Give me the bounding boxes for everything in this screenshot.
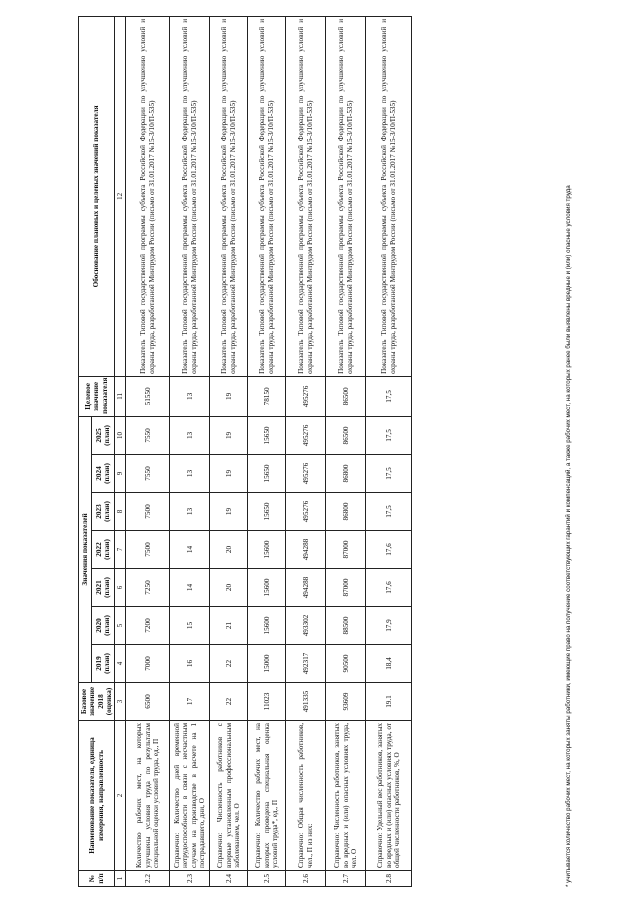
row-year-cell: 13 <box>170 455 210 493</box>
row-name-cell: Справочно: Количество рабочих мест, на которых проведена специальная оценка условий труда*, ед., П <box>248 721 286 871</box>
row-target-cell: 495276 <box>286 376 326 416</box>
row-base-cell: 19.1 <box>366 683 412 721</box>
row-year-cell: 495276 <box>286 455 326 493</box>
row-basis-cell: Показатель Типовой государственной программы субъекта Российской Федерации по улучшению условий и охраны труда, разработанной Минтрудом России (письмо от 31.01.2017 №15-3/10/П-535) <box>248 16 286 376</box>
row-year-cell: 86800 <box>326 493 366 531</box>
row-year-cell: 19 <box>210 455 248 493</box>
row-name-cell: Справочно: Численность работников с впервые установленным профессиональным заболеванием, чел. О <box>210 721 248 871</box>
col-basis-header: Обоснование плановых и целевых значений показателя <box>79 16 115 376</box>
col-base-header: Базовое значение 2018 (оценка) <box>79 683 115 721</box>
row-base-cell: 11023 <box>248 683 286 721</box>
col-num-header: № п/п <box>79 871 115 887</box>
index-cell: 10 <box>115 416 126 454</box>
index-cell: 2 <box>115 721 126 871</box>
row-year-cell: 88500 <box>326 607 366 645</box>
row-year-cell: 15000 <box>248 645 286 683</box>
row-year-cell: 15600 <box>248 569 286 607</box>
row-year-cell: 15600 <box>248 531 286 569</box>
index-cell: 3 <box>115 683 126 721</box>
row-year-cell: 17,9 <box>366 607 412 645</box>
row-num-cell: 2.5 <box>248 871 286 887</box>
footnote: * учитывается количество рабочих мест, на которых заняты работники, имеющие право на получение соответствующих гарантий и компенсаций, а также рабочих мест, на которых ранее были выявлены вредные и (или) опасные условия труда <box>565 185 572 887</box>
year-header: 2020 (план) <box>92 607 115 645</box>
row-name-cell: Справочно: Численность работников, занятых во вредных и (или) опасных условиях труда, чел. О <box>326 721 366 871</box>
row-name-cell: Справочно: Общая численность работников, чел., П из них: <box>286 721 326 871</box>
row-target-cell: 19 <box>210 376 248 416</box>
row-year-cell: 87000 <box>326 531 366 569</box>
year-header: 2022 (план) <box>92 531 115 569</box>
row-target-cell: 17,5 <box>366 376 412 416</box>
row-year-cell: 22 <box>210 645 248 683</box>
table-row <box>210 16 248 886</box>
col-group-header: Значения показателей <box>79 416 92 682</box>
year-header: 2024 (план) <box>92 455 115 493</box>
row-year-cell: 495276 <box>286 416 326 454</box>
header-row <box>79 16 92 886</box>
year-header: 2019 (план) <box>92 645 115 683</box>
row-year-cell: 17,5 <box>366 493 412 531</box>
row-year-cell: 494288 <box>286 531 326 569</box>
row-year-cell: 15650 <box>248 416 286 454</box>
table-row <box>126 16 170 886</box>
row-base-cell: 22 <box>210 683 248 721</box>
row-num-cell: 2.2 <box>126 871 170 887</box>
row-year-cell: 13 <box>170 416 210 454</box>
index-row <box>115 16 126 886</box>
table-row <box>326 16 366 886</box>
row-num-cell: 2.3 <box>170 871 210 887</box>
year-header: 2025 (план) <box>92 416 115 454</box>
row-base-cell: 491335 <box>286 683 326 721</box>
row-year-cell: 19 <box>210 493 248 531</box>
table-row <box>286 16 326 886</box>
index-cell: 6 <box>115 569 126 607</box>
row-year-cell: 494288 <box>286 569 326 607</box>
table-row <box>248 16 286 886</box>
row-name-cell: Справочно: Удельный вес работников, занятых во вредных и (или) опасных условиях труда, от общей численности работников, %, О <box>366 721 412 871</box>
row-year-cell: 87000 <box>326 569 366 607</box>
row-base-cell: 93609 <box>326 683 366 721</box>
row-name-cell: Справочно: Количество дней временной нетрудоспособности в связи с несчастным случаем на производстве в расчете на 1 пострадавшего, дни, О <box>170 721 210 871</box>
row-year-cell: 86500 <box>326 416 366 454</box>
row-year-cell: 86800 <box>326 455 366 493</box>
table-row <box>170 16 210 886</box>
row-year-cell: 15650 <box>248 455 286 493</box>
index-cell: 4 <box>115 645 126 683</box>
index-cell: 7 <box>115 531 126 569</box>
row-year-cell: 19 <box>210 416 248 454</box>
row-year-cell: 13 <box>170 493 210 531</box>
index-cell: 9 <box>115 455 126 493</box>
index-cell: 1 <box>115 871 126 887</box>
row-target-cell: 78150 <box>248 376 286 416</box>
index-cell: 11 <box>115 376 126 416</box>
row-basis-cell: Показатель Типовой государственной программы субъекта Российской Федерации по улучшению условий и охраны труда, разработанной Минтрудом России (письмо от 31.01.2017 №15-3/10/П-535) <box>170 16 210 376</box>
row-name-cell: Количество рабочих мест, на которых улучшены условия труда по результатам специальной оценки условий труда, ед., П <box>126 721 170 871</box>
year-header: 2021 (план) <box>92 569 115 607</box>
row-year-cell: 7500 <box>126 531 170 569</box>
row-year-cell: 7550 <box>126 455 170 493</box>
row-year-cell: 16 <box>170 645 210 683</box>
row-year-cell: 492317 <box>286 645 326 683</box>
row-year-cell: 7200 <box>126 607 170 645</box>
row-num-cell: 2.7 <box>326 871 366 887</box>
row-year-cell: 18,4 <box>366 645 412 683</box>
row-year-cell: 17,5 <box>366 455 412 493</box>
row-year-cell: 14 <box>170 569 210 607</box>
row-base-cell: 6500 <box>126 683 170 721</box>
row-num-cell: 2.4 <box>210 871 248 887</box>
row-year-cell: 20 <box>210 569 248 607</box>
col-target-header: Целевое значение показателя <box>79 376 115 416</box>
row-target-cell: 51550 <box>126 376 170 416</box>
row-base-cell: 17 <box>170 683 210 721</box>
row-year-cell: 7000 <box>126 645 170 683</box>
row-year-cell: 21 <box>210 607 248 645</box>
row-year-cell: 15650 <box>248 493 286 531</box>
row-year-cell: 90500 <box>326 645 366 683</box>
row-basis-cell: Показатель Типовой государственной программы субъекта Российской Федерации по улучшению условий и охраны труда, разработанной Минтрудом России (письмо от 31.01.2017 №15-3/10/П-535) <box>326 16 366 376</box>
row-year-cell: 15 <box>170 607 210 645</box>
row-year-cell: 15600 <box>248 607 286 645</box>
row-year-cell: 495276 <box>286 493 326 531</box>
row-basis-cell: Показатель Типовой государственной программы субъекта Российской Федерации по улучшению условий и охраны труда, разработанной Минтрудом России (письмо от 31.01.2017 №15-3/10/П-535) <box>366 16 412 376</box>
row-year-cell: 14 <box>170 531 210 569</box>
row-basis-cell: Показатель Типовой государственной программы субъекта Российской Федерации по улучшению условий и охраны труда, разработанной Минтрудом России (письмо от 31.01.2017 №15-3/10/П-535) <box>210 16 248 376</box>
row-num-cell: 2.6 <box>286 871 326 887</box>
indicators-table <box>78 16 412 887</box>
row-year-cell: 20 <box>210 531 248 569</box>
index-cell: 5 <box>115 607 126 645</box>
table-row <box>366 16 412 886</box>
col-name-header: Наименование показателя, единица измерения, направленность <box>79 721 115 871</box>
row-target-cell: 86500 <box>326 376 366 416</box>
year-header: 2023 (план) <box>92 493 115 531</box>
row-year-cell: 7550 <box>126 416 170 454</box>
row-year-cell: 17,6 <box>366 569 412 607</box>
row-year-cell: 17,6 <box>366 531 412 569</box>
row-basis-cell: Показатель Типовой государственной программы субъекта Российской Федерации по улучшению условий и охраны труда, разработанной Минтрудом России (письмо от 31.01.2017 №15-3/10/П-535) <box>126 16 170 376</box>
row-year-cell: 493302 <box>286 607 326 645</box>
index-cell: 8 <box>115 493 126 531</box>
row-year-cell: 7500 <box>126 493 170 531</box>
row-year-cell: 7250 <box>126 569 170 607</box>
table-body <box>126 16 412 886</box>
row-num-cell: 2.8 <box>366 871 412 887</box>
index-cell: 12 <box>115 16 126 376</box>
row-target-cell: 13 <box>170 376 210 416</box>
row-basis-cell: Показатель Типовой государственной программы субъекта Российской Федерации по улучшению условий и охраны труда, разработанной Минтрудом России (письмо от 31.01.2017 №15-3/10/П-535) <box>286 16 326 376</box>
row-year-cell: 17,5 <box>366 416 412 454</box>
